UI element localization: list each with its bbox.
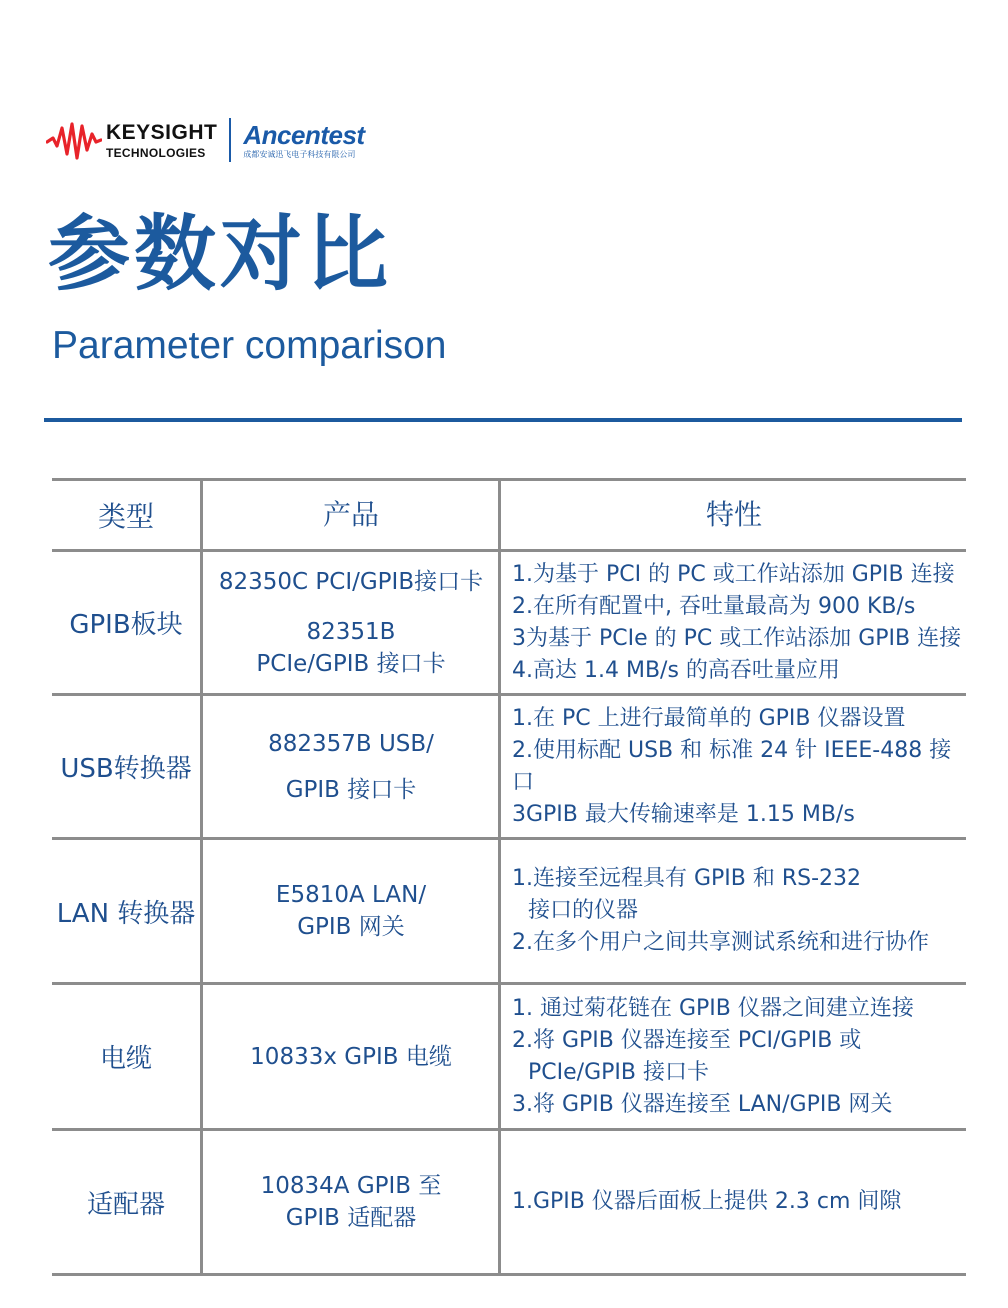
feature-line: PCIe/GPIB 接口卡 xyxy=(528,1059,709,1085)
comparison-table xyxy=(52,478,966,1276)
header-type: 类型 xyxy=(97,500,154,533)
row-type: 电缆 xyxy=(99,1044,152,1074)
row-type: GPIB板块 xyxy=(69,610,183,640)
ancentest-name: Ancentest xyxy=(243,119,365,150)
row-features xyxy=(502,840,966,982)
feature-line: 2.在多个用户之间共享测试系统和进行协作 xyxy=(512,930,929,955)
row-products xyxy=(203,696,499,837)
product-line: PCIe/GPIB 接口卡 xyxy=(256,650,446,677)
keysight-name: KEYSIGHT xyxy=(106,120,218,144)
header-features: 特性 xyxy=(705,498,762,531)
keysight-wave-logo xyxy=(46,120,102,160)
feature-line: 1. 通过菊花链在 GPIB 仪器之间建立连接 xyxy=(512,995,914,1021)
product-line: 10834A GPIB 至 xyxy=(260,1173,442,1199)
feature-line: 1.为基于 PCI 的 PC 或工作站添加 GPIB 连接 xyxy=(512,561,955,587)
product-line: GPIB 接口卡 xyxy=(285,776,417,803)
feature-line: 1.连接至远程具有 GPIB 和 RS-232 xyxy=(512,866,862,891)
row-type: 适配器 xyxy=(86,1189,165,1220)
title-divider xyxy=(44,418,962,422)
feature-line: 2.将 GPIB 仪器连接至 PCI/GPIB 或 xyxy=(512,1027,862,1053)
product-line: 10833x GPIB 电缆 xyxy=(250,1043,452,1070)
product-line: GPIB 网关 xyxy=(297,914,405,940)
row-products xyxy=(203,1131,499,1273)
row-features xyxy=(502,1131,966,1273)
product-line: 882357B USB/ xyxy=(268,730,434,757)
logo-divider xyxy=(229,118,231,162)
header-product: 产品 xyxy=(322,498,379,531)
keysight-sub: TECHNOLOGIES xyxy=(106,145,206,160)
product-line: GPIB 适配器 xyxy=(285,1205,417,1231)
row-products xyxy=(203,552,499,693)
feature-line: 1.GPIB 仪器后面板上提供 2.3 cm 间隙 xyxy=(512,1189,902,1214)
row-type: USB转换器 xyxy=(60,754,192,784)
keysight-logo-text xyxy=(106,122,217,159)
row-features xyxy=(502,985,966,1128)
feature-line: 3.将 GPIB 仪器连接至 LAN/GPIB 网关 xyxy=(512,1091,893,1117)
feature-line: 接口的仪器 xyxy=(528,898,639,923)
feature-line: 2.在所有配置中, 吞吐量最高为 900 KB/s xyxy=(512,593,916,619)
ancentest-logo xyxy=(243,119,365,159)
table-rule xyxy=(52,1273,966,1276)
row-features xyxy=(502,696,966,837)
page-subtitle: Parameter comparison xyxy=(52,324,447,367)
feature-line: 2.使用标配 USB 和 标准 24 针 IEEE-488 接口 xyxy=(512,737,952,795)
row-products xyxy=(203,985,499,1128)
feature-line: 1.在 PC 上进行最简单的 GPIB 仪器设置 xyxy=(512,705,906,731)
row-features xyxy=(502,552,966,693)
feature-line: 3GPIB 最大传输速率是 1.15 MB/s xyxy=(512,801,855,827)
row-type: LAN 转换器 xyxy=(56,898,196,929)
ancentest-sub: 成都安诚迅飞电子科技有限公司 xyxy=(243,149,356,159)
product-line: E5810A LAN/ xyxy=(275,882,427,908)
product-line: 82351B xyxy=(306,618,396,645)
header-logos xyxy=(46,116,365,164)
feature-line: 3为基于 PCIe 的 PC 或工作站添加 GPIB 连接 xyxy=(512,625,962,651)
row-products xyxy=(203,840,499,982)
feature-line: 4.高达 1.4 MB/s 的高吞吐量应用 xyxy=(512,657,840,683)
product-line: 82350C PCI/GPIB接口卡 xyxy=(218,568,484,595)
page-title: 参数对比 xyxy=(48,207,393,302)
